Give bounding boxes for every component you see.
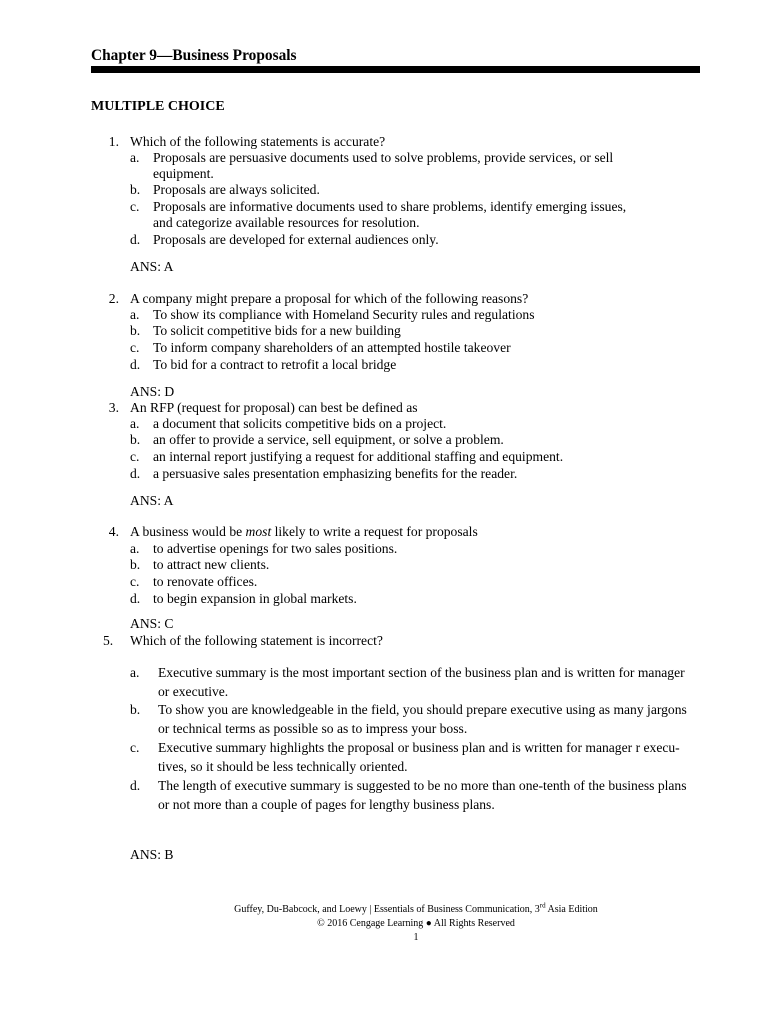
option-text: Proposals are always solicited. bbox=[153, 182, 320, 197]
answer-line: ANS: D bbox=[130, 384, 175, 399]
option-text: Proposals are developed for external audiences only. bbox=[153, 232, 439, 247]
option-text: to advertise openings for two sales positions. bbox=[153, 541, 398, 556]
option-label: a. bbox=[130, 307, 140, 322]
question-stem bbox=[130, 524, 478, 540]
footer-superscript: rd bbox=[539, 901, 546, 910]
chapter-title: Chapter 9—Business Proposals bbox=[91, 47, 297, 64]
stem-text: likely to write a request for proposals bbox=[271, 524, 478, 539]
question-number: 3. bbox=[108, 400, 119, 415]
option-label: a. bbox=[130, 665, 140, 680]
option-label: c. bbox=[130, 340, 140, 355]
title-rule bbox=[91, 66, 700, 73]
stem-emphasis: most bbox=[245, 524, 272, 539]
answer-line: ANS: B bbox=[130, 847, 174, 862]
footer-citation bbox=[0, 901, 768, 915]
option-text: an offer to provide a service, sell equipment, or solve a problem. bbox=[153, 432, 504, 447]
option-label: d. bbox=[130, 466, 141, 481]
option-text: Proposals are persuasive documents used to solve problems, provide services, or sell bbox=[153, 150, 614, 165]
option-text: or technical terms as possible so as to impress your boss. bbox=[158, 721, 468, 736]
option-text: Proposals are informative documents used to share problems, identify emerging issues, bbox=[153, 199, 627, 214]
option-text: To inform company shareholders of an attempted hostile takeover bbox=[153, 340, 511, 355]
option-label: b. bbox=[130, 702, 141, 717]
option-label: c. bbox=[130, 574, 140, 589]
question-number: 2. bbox=[108, 291, 119, 306]
option-text: a persuasive sales presentation emphasizing benefits for the reader. bbox=[153, 466, 518, 481]
footer-citation-text: Guffey, Du-Babcock, and Loewy | Essentials of Business Communication, 3 bbox=[234, 904, 540, 915]
footer-citation-text: Asia Edition bbox=[545, 904, 598, 915]
question-number: 4. bbox=[108, 524, 119, 539]
option-text: equipment. bbox=[153, 166, 214, 181]
section-heading: MULTIPLE CHOICE bbox=[91, 99, 225, 114]
option-text: To show you are knowledgeable in the field, you should prepare executive using as many jargons bbox=[158, 702, 687, 717]
option-text: an internal report justifying a request for additional staffing and equipment. bbox=[153, 449, 564, 464]
question-number: 5. bbox=[103, 633, 114, 648]
answer-line: ANS: A bbox=[130, 259, 174, 274]
option-label: b. bbox=[130, 557, 141, 572]
question-number: 1. bbox=[108, 134, 119, 149]
option-text: To show its compliance with Homeland Security rules and regulations bbox=[153, 307, 535, 322]
option-text: to attract new clients. bbox=[153, 557, 270, 572]
stem-text: A business would be bbox=[130, 524, 246, 539]
question-stem: A company might prepare a proposal for which of the following reasons? bbox=[130, 291, 529, 306]
option-label: d. bbox=[130, 232, 141, 247]
option-label: b. bbox=[130, 323, 141, 338]
option-label: b. bbox=[130, 432, 141, 447]
option-text: Executive summary is the most important section of the business plan and is written for manager bbox=[158, 665, 685, 680]
option-label: c. bbox=[130, 740, 140, 755]
page-number: 1 bbox=[413, 932, 419, 943]
option-text: or executive. bbox=[158, 684, 229, 699]
question-stem: Which of the following statement is incorrect? bbox=[130, 633, 383, 648]
option-text: Executive summary highlights the proposal or business plan and is written for manager r execu- bbox=[158, 740, 680, 755]
option-label: c. bbox=[130, 449, 140, 464]
option-label: b. bbox=[130, 182, 141, 197]
footer-copyright: © 2016 Cengage Learning ● All Rights Reserved bbox=[317, 918, 515, 929]
question-stem: An RFP (request for proposal) can best be defined as bbox=[130, 400, 418, 415]
option-text: to begin expansion in global markets. bbox=[153, 591, 357, 606]
option-text: and categorize available resources for resolution. bbox=[153, 215, 420, 230]
option-label: d. bbox=[130, 778, 141, 793]
option-text: or not more than a couple of pages for lengthy business plans. bbox=[158, 797, 495, 812]
option-label: a. bbox=[130, 416, 140, 431]
option-label: d. bbox=[130, 357, 141, 372]
answer-line: ANS: A bbox=[130, 493, 174, 508]
option-label: a. bbox=[130, 150, 140, 165]
option-text: a document that solicits competitive bids on a project. bbox=[153, 416, 447, 431]
option-text: To solicit competitive bids for a new building bbox=[153, 323, 401, 338]
option-text: to renovate offices. bbox=[153, 574, 258, 589]
option-text: To bid for a contract to retrofit a local bridge bbox=[153, 357, 397, 372]
option-text: The length of executive summary is suggested to be no more than one-tenth of the business plans bbox=[158, 778, 687, 793]
question-stem: Which of the following statements is accurate? bbox=[130, 134, 386, 149]
answer-line: ANS: C bbox=[130, 616, 174, 631]
option-label: d. bbox=[130, 591, 141, 606]
option-label: c. bbox=[130, 199, 140, 214]
option-text: tives, so it should be less technically oriented. bbox=[158, 759, 408, 774]
option-label: a. bbox=[130, 541, 140, 556]
